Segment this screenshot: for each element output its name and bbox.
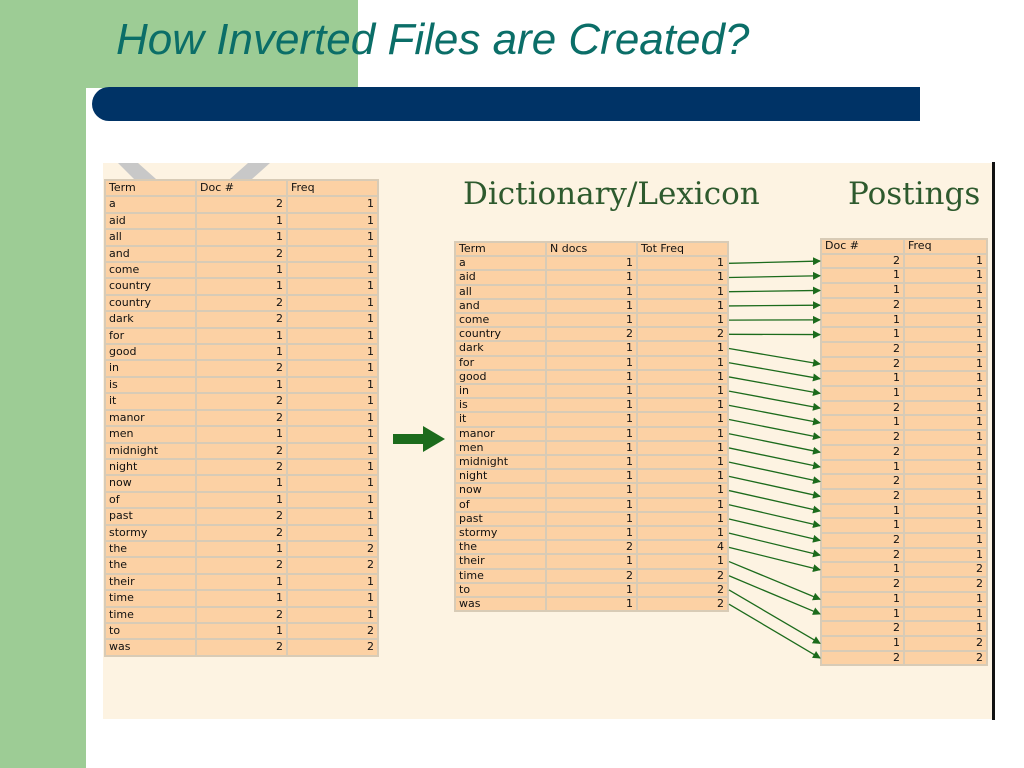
table-cell: 1 — [547, 598, 636, 610]
posting-pointer-arrow — [729, 547, 820, 569]
table-cell: 1 — [905, 446, 986, 459]
table-cell: come — [456, 314, 545, 326]
table-cell: 1 — [197, 230, 286, 244]
table-cell: 1 — [197, 263, 286, 277]
table-cell: 1 — [905, 343, 986, 356]
table-cell: stormy — [106, 526, 195, 540]
table-cell: 1 — [288, 361, 377, 375]
table-cell: 1 — [638, 555, 727, 567]
table-cell: 1 — [905, 358, 986, 371]
table-cell: time — [106, 608, 195, 622]
table-cell: 2 — [905, 563, 986, 576]
table-cell: 1 — [822, 461, 903, 474]
table-cell: midnight — [456, 456, 545, 468]
posting-pointer-arrow — [729, 448, 820, 467]
table-cell: 1 — [288, 312, 377, 326]
table-cell: 2 — [288, 558, 377, 572]
table-cell: to — [456, 584, 545, 596]
table-cell: dark — [106, 312, 195, 326]
table-cell: 1 — [197, 329, 286, 343]
posting-pointer-arrow — [729, 349, 820, 364]
column-header: N docs — [547, 243, 636, 255]
table-cell: manor — [106, 411, 195, 425]
table-cell: 1 — [905, 269, 986, 282]
table-cell: manor — [456, 428, 545, 440]
table-cell: 2 — [822, 475, 903, 488]
table-cell: 1 — [822, 519, 903, 532]
table-cell: 1 — [905, 387, 986, 400]
table-cell: 1 — [638, 470, 727, 482]
table-cell: 2 — [197, 394, 286, 408]
table-cell: to — [106, 624, 195, 638]
table-cell: 2 — [822, 490, 903, 503]
table-cell: 2 — [638, 570, 727, 582]
posting-pointer-arrow — [729, 590, 820, 643]
table-cell: 1 — [288, 214, 377, 228]
table-cell: 2 — [197, 361, 286, 375]
table-cell: 1 — [288, 279, 377, 293]
table-cell: 2 — [822, 534, 903, 547]
table-cell: 1 — [822, 563, 903, 576]
table-cell: 1 — [638, 413, 727, 425]
table-cell: 1 — [547, 357, 636, 369]
table-cell: 2 — [905, 652, 986, 665]
table-cell: a — [456, 257, 545, 269]
table-cell: 1 — [547, 257, 636, 269]
table-cell: 2 — [197, 411, 286, 425]
table-cell: 1 — [197, 345, 286, 359]
table-cell: country — [106, 296, 195, 310]
table-cell: 1 — [547, 584, 636, 596]
posting-pointer-arrow — [729, 261, 820, 263]
table-cell: 1 — [905, 328, 986, 341]
table-cell: midnight — [106, 444, 195, 458]
table-cell: 2 — [547, 328, 636, 340]
table-cell: 2 — [547, 570, 636, 582]
dictionary-heading: Dictionary/Lexicon — [463, 176, 760, 212]
table-cell: 1 — [905, 372, 986, 385]
table-cell: 2 — [905, 637, 986, 650]
column-header: Term — [106, 181, 195, 195]
table-cell: 1 — [547, 413, 636, 425]
posting-pointer-arrow — [729, 562, 820, 600]
table-cell: 1 — [638, 484, 727, 496]
table-cell: 1 — [905, 622, 986, 635]
table-cell: 2 — [288, 542, 377, 556]
table-cell: 1 — [638, 300, 727, 312]
posting-pointer-arrow — [729, 576, 820, 614]
table-cell: 2 — [197, 509, 286, 523]
table-cell: aid — [456, 271, 545, 283]
table-cell: past — [106, 509, 195, 523]
table-cell: good — [456, 371, 545, 383]
table-cell: 2 — [822, 358, 903, 371]
table-cell: 1 — [638, 385, 727, 397]
table-cell: 2 — [197, 640, 286, 654]
table-cell: 1 — [197, 279, 286, 293]
table-cell: 1 — [547, 371, 636, 383]
posting-pointer-arrow — [729, 377, 820, 393]
table-cell: 2 — [288, 624, 377, 638]
table-cell: for — [456, 357, 545, 369]
table-cell: night — [456, 470, 545, 482]
table-cell: 1 — [288, 444, 377, 458]
table-cell: 2 — [822, 402, 903, 415]
table-cell: 1 — [547, 513, 636, 525]
table-cell: time — [106, 591, 195, 605]
table-cell: 2 — [638, 328, 727, 340]
table-cell: 1 — [822, 608, 903, 621]
table-cell: 1 — [288, 427, 377, 441]
table-cell: in — [456, 385, 545, 397]
table-cell: 1 — [197, 624, 286, 638]
table-cell: 1 — [197, 427, 286, 441]
table-cell: 1 — [547, 271, 636, 283]
table-cell: 1 — [638, 286, 727, 298]
table-cell: 1 — [638, 399, 727, 411]
table-cell: 1 — [822, 269, 903, 282]
table-cell: is — [106, 378, 195, 392]
table-cell: 1 — [905, 475, 986, 488]
table-cell: 1 — [638, 428, 727, 440]
table-cell: now — [106, 476, 195, 490]
table-cell: 1 — [547, 286, 636, 298]
table-cell: 1 — [197, 591, 286, 605]
table-cell: in — [106, 361, 195, 375]
column-header: Doc # — [822, 240, 903, 253]
table-cell: men — [106, 427, 195, 441]
table-cell: 1 — [288, 591, 377, 605]
table-cell: 1 — [197, 378, 286, 392]
table-cell: 1 — [288, 230, 377, 244]
table-cell: night — [106, 460, 195, 474]
table-cell: 1 — [197, 493, 286, 507]
posting-pointer-arrow — [729, 391, 820, 408]
table-cell: 1 — [905, 490, 986, 503]
table-cell: 1 — [905, 461, 986, 474]
table-cell: 1 — [547, 428, 636, 440]
table-cell: country — [456, 328, 545, 340]
table-cell: 1 — [905, 505, 986, 518]
table-cell: 2 — [197, 197, 286, 211]
table-cell: 2 — [197, 460, 286, 474]
table-cell: 1 — [822, 387, 903, 400]
table-cell: 1 — [288, 575, 377, 589]
table-cell: for — [106, 329, 195, 343]
table-cell: 1 — [822, 416, 903, 429]
table-cell: and — [106, 247, 195, 261]
table-cell: 1 — [197, 542, 286, 556]
table-cell: good — [106, 345, 195, 359]
table-cell: 2 — [547, 541, 636, 553]
table-cell: 1 — [197, 214, 286, 228]
table-cell: 1 — [197, 476, 286, 490]
table-cell: 1 — [288, 608, 377, 622]
table-cell: 1 — [638, 371, 727, 383]
table-cell: country — [106, 279, 195, 293]
column-header: Freq — [905, 240, 986, 253]
table-cell: 1 — [905, 593, 986, 606]
table-cell: 2 — [638, 598, 727, 610]
table-cell: men — [456, 442, 545, 454]
table-cell: 1 — [638, 513, 727, 525]
table-cell: 1 — [822, 637, 903, 650]
posting-pointer-arrow — [729, 363, 820, 379]
table-cell: it — [106, 394, 195, 408]
table-cell: 1 — [822, 593, 903, 606]
table-cell: and — [456, 300, 545, 312]
table-cell: 1 — [905, 608, 986, 621]
table-cell: 1 — [905, 549, 986, 562]
table-cell: 1 — [288, 329, 377, 343]
table-cell: 1 — [547, 342, 636, 354]
posting-pointer-arrow — [729, 420, 820, 438]
table-cell: 2 — [822, 299, 903, 312]
posting-pointer-arrow — [729, 290, 820, 291]
table-cell: 2 — [197, 312, 286, 326]
table-cell: 1 — [638, 499, 727, 511]
table-cell: 2 — [197, 608, 286, 622]
table-cell: 1 — [288, 247, 377, 261]
table-cell: 2 — [822, 549, 903, 562]
table-cell: 1 — [288, 197, 377, 211]
table-cell: 2 — [638, 584, 727, 596]
table-cell: 1 — [288, 263, 377, 277]
table-cell: 1 — [547, 385, 636, 397]
table-cell: the — [456, 541, 545, 553]
table-cell: is — [456, 399, 545, 411]
table-cell: 1 — [638, 314, 727, 326]
table-cell: 1 — [547, 456, 636, 468]
table-cell: 1 — [905, 314, 986, 327]
table-cell: 1 — [905, 534, 986, 547]
table-cell: was — [456, 598, 545, 610]
table-cell: 1 — [288, 345, 377, 359]
table-cell: 1 — [638, 527, 727, 539]
table-cell: 1 — [288, 378, 377, 392]
table-cell: 1 — [547, 484, 636, 496]
table-cell: 1 — [547, 399, 636, 411]
table-cell: 1 — [905, 431, 986, 444]
table-cell: 1 — [288, 493, 377, 507]
table-cell: 1 — [547, 300, 636, 312]
table-cell: 1 — [905, 416, 986, 429]
table-cell: 1 — [638, 342, 727, 354]
table-cell: 1 — [905, 519, 986, 532]
table-cell: all — [456, 286, 545, 298]
table-cell: was — [106, 640, 195, 654]
table-cell: 2 — [822, 446, 903, 459]
table-cell: 1 — [905, 299, 986, 312]
table-cell: 1 — [288, 296, 377, 310]
table-cell: past — [456, 513, 545, 525]
table-cell: of — [456, 499, 545, 511]
column-header: Doc # — [197, 181, 286, 195]
table-cell: 1 — [288, 394, 377, 408]
table-cell: 2 — [197, 526, 286, 540]
table-cell: now — [456, 484, 545, 496]
table-cell: 1 — [638, 271, 727, 283]
table-cell: of — [106, 493, 195, 507]
table-cell: 1 — [288, 460, 377, 474]
table-cell: 1 — [547, 314, 636, 326]
table-cell: 1 — [547, 470, 636, 482]
table-cell: 2 — [197, 247, 286, 261]
posting-pointer-arrow — [729, 533, 820, 555]
table-cell: 1 — [822, 314, 903, 327]
table-cell: 1 — [288, 509, 377, 523]
table-cell: 1 — [905, 255, 986, 268]
posting-pointer-arrow — [729, 604, 820, 658]
table-cell: their — [106, 575, 195, 589]
table-cell: 1 — [822, 284, 903, 297]
table-cell: all — [106, 230, 195, 244]
slide-title: How Inverted Files are Created? — [116, 15, 750, 64]
table-cell: 1 — [638, 357, 727, 369]
table-cell: 2 — [822, 622, 903, 635]
posting-pointer-arrow — [729, 405, 820, 422]
table-cell: 2 — [197, 558, 286, 572]
table-cell: time — [456, 570, 545, 582]
table-cell: 1 — [197, 575, 286, 589]
table-cell: 1 — [288, 526, 377, 540]
table-cell: aid — [106, 214, 195, 228]
posting-pointer-arrow — [729, 434, 820, 452]
table-cell: dark — [456, 342, 545, 354]
table-cell: come — [106, 263, 195, 277]
postings-heading: Postings — [848, 176, 981, 212]
table-cell: the — [106, 558, 195, 572]
table-cell: 2 — [288, 640, 377, 654]
table-cell: 2 — [197, 296, 286, 310]
table-cell: 2 — [822, 343, 903, 356]
table-cell: 1 — [288, 411, 377, 425]
table-cell: 1 — [547, 527, 636, 539]
table-cell: 1 — [547, 555, 636, 567]
table-cell: 1 — [288, 476, 377, 490]
table-cell: a — [106, 197, 195, 211]
table-cell: 1 — [638, 257, 727, 269]
table-cell: 2 — [822, 652, 903, 665]
table-cell: 2 — [822, 255, 903, 268]
table-cell: it — [456, 413, 545, 425]
posting-pointer-arrow — [729, 305, 820, 306]
table-cell: 1 — [547, 442, 636, 454]
table-cell: 1 — [638, 442, 727, 454]
table-cell: 1 — [822, 505, 903, 518]
table-cell: 1 — [822, 372, 903, 385]
table-cell: the — [106, 542, 195, 556]
table-cell: 2 — [905, 578, 986, 591]
column-header: Term — [456, 243, 545, 255]
table-cell: 2 — [822, 578, 903, 591]
table-cell: 1 — [905, 284, 986, 297]
posting-pointer-arrow — [729, 276, 820, 278]
table-cell: 1 — [638, 456, 727, 468]
table-cell: 2 — [197, 444, 286, 458]
table-cell: 1 — [905, 402, 986, 415]
column-header: Freq — [288, 181, 377, 195]
table-cell: 4 — [638, 541, 727, 553]
table-cell: stormy — [456, 527, 545, 539]
table-cell: 2 — [822, 431, 903, 444]
table-cell: 1 — [547, 499, 636, 511]
table-cell: 1 — [822, 328, 903, 341]
table-cell: their — [456, 555, 545, 567]
column-header: Tot Freq — [638, 243, 727, 255]
